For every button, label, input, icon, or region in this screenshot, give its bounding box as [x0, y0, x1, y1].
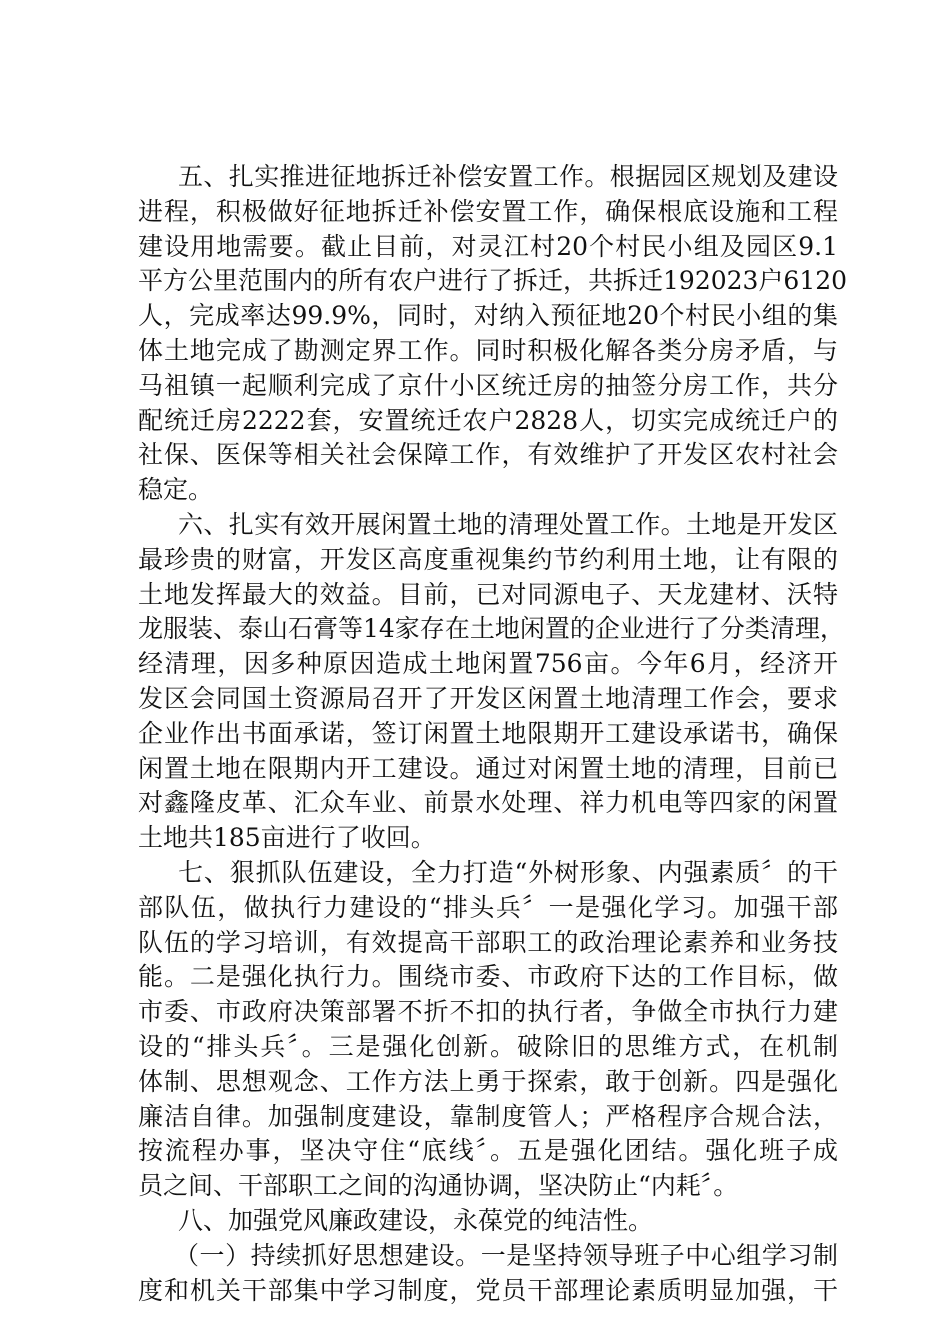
text-line: 龙服装、泰山石膏等14家存在土地闲置的企业进行了分类清理， — [138, 614, 845, 644]
text-line: （一）持续抓好思想建设。一是坚持领导班子中心组学习制 — [174, 1240, 838, 1270]
text-line: 能。二是强化执行力。围绕市委、市政府下达的工作目标，做 — [138, 962, 838, 992]
text-line: 体制、思想观念、工作方法上勇于探索，敢于创新。四是强化 — [138, 1066, 838, 1096]
text-line: 最珍贵的财富，开发区高度重视集约节约利用土地，让有限的 — [138, 544, 838, 574]
text-line: 企业作出书面承诺，签订闲置土地限期开工建设承诺书，确保 — [138, 718, 838, 748]
paragraph-section-6 — [138, 508, 845, 856]
text-line: 体土地完成了勘测定界工作。同时积极化解各类分房矛盾，与 — [138, 335, 838, 365]
text-line: 员之间、干部职工之间的沟通协调，坚决防止“内耗〞。 — [138, 1171, 739, 1201]
text-line: 闲置土地在限期内开工建设。通过对闲置土地的清理，目前已 — [138, 753, 838, 783]
text-line: 经清理，因多种原因造成土地闲置756亩。今年6月，经济开 — [138, 649, 838, 679]
text-line: 进程，积极做好征地拆迁补偿安置工作，确保根底设施和工程 — [138, 196, 838, 226]
paragraph-subsection-8-1 — [138, 1239, 838, 1309]
text-line: 廉洁自律。加强制度建设，靠制度管人；严格程序合规合法， — [138, 1101, 838, 1131]
text-line: 部队伍，做执行力建设的“排头兵〞一是强化学习。加强干部 — [138, 892, 838, 922]
text-line: 五、扎实推进征地拆迁补偿安置工作。根据园区规划及建设 — [178, 162, 838, 191]
text-line: 人，完成率达99.9%，同时，对纳入预征地20个村民小组的集 — [138, 301, 838, 331]
text-line: 土地共185亩进行了收回。 — [138, 823, 436, 853]
text-line: 配统迁房2222套，安置统迁农户2828人，切实完成统迁户的 — [138, 405, 838, 435]
text-line: 七、狠抓队伍建设，全力打造“外树形象、内强素质〞的干 — [178, 857, 838, 887]
text-line: 市委、市政府决策部署不折不扣的执行者，争做全市执行力建 — [138, 997, 838, 1027]
paragraph-section-5 — [138, 160, 848, 508]
text-line: 稳定。 — [138, 475, 214, 505]
text-line: 社保、医保等相关社会保障工作，有效维护了开发区农村社会 — [138, 440, 838, 470]
text-line: 设的“排头兵〞。三是强化创新。破除旧的思维方式，在机制 — [138, 1031, 838, 1061]
text-line: 发区会同国土资源局召开了开发区闲置土地清理工作会，要求 — [138, 683, 838, 713]
paragraph-section-8-heading — [138, 1204, 838, 1239]
section-heading: 八、加强党风廉政建设，永葆党的纯洁性。 — [178, 1205, 654, 1235]
text-line: 度和机关干部集中学习制度，党员干部理论素质明显加强，干 — [138, 1275, 838, 1305]
text-line: 六、扎实有效开展闲置土地的清理处置工作。土地是开发区 — [178, 509, 838, 539]
text-line: 建设用地需要。截止目前，对灵江村20个村民小组及园区9.1 — [138, 231, 838, 261]
paragraph-section-7 — [138, 856, 838, 1204]
text-line: 队伍的学习培训，有效提高干部职工的政治理论素养和业务技 — [138, 927, 838, 957]
text-line: 对鑫隆皮革、汇众车业、前景水处理、祥力机电等四家的闲置 — [138, 788, 838, 818]
text-line: 平方公里范围内的所有农户进行了拆迁，共拆迁192023户6120 — [138, 266, 848, 296]
text-line: 按流程办事，坚决守住“底线〞。五是强化团结。强化班子成 — [138, 1136, 838, 1166]
text-line: 马祖镇一起顺利完成了京什小区统迁房的抽签分房工作，共分 — [138, 370, 838, 400]
text-line: 土地发挥最大的效益。目前，已对同源电子、天龙建材、沃特 — [138, 579, 838, 609]
document-body — [138, 160, 848, 1308]
